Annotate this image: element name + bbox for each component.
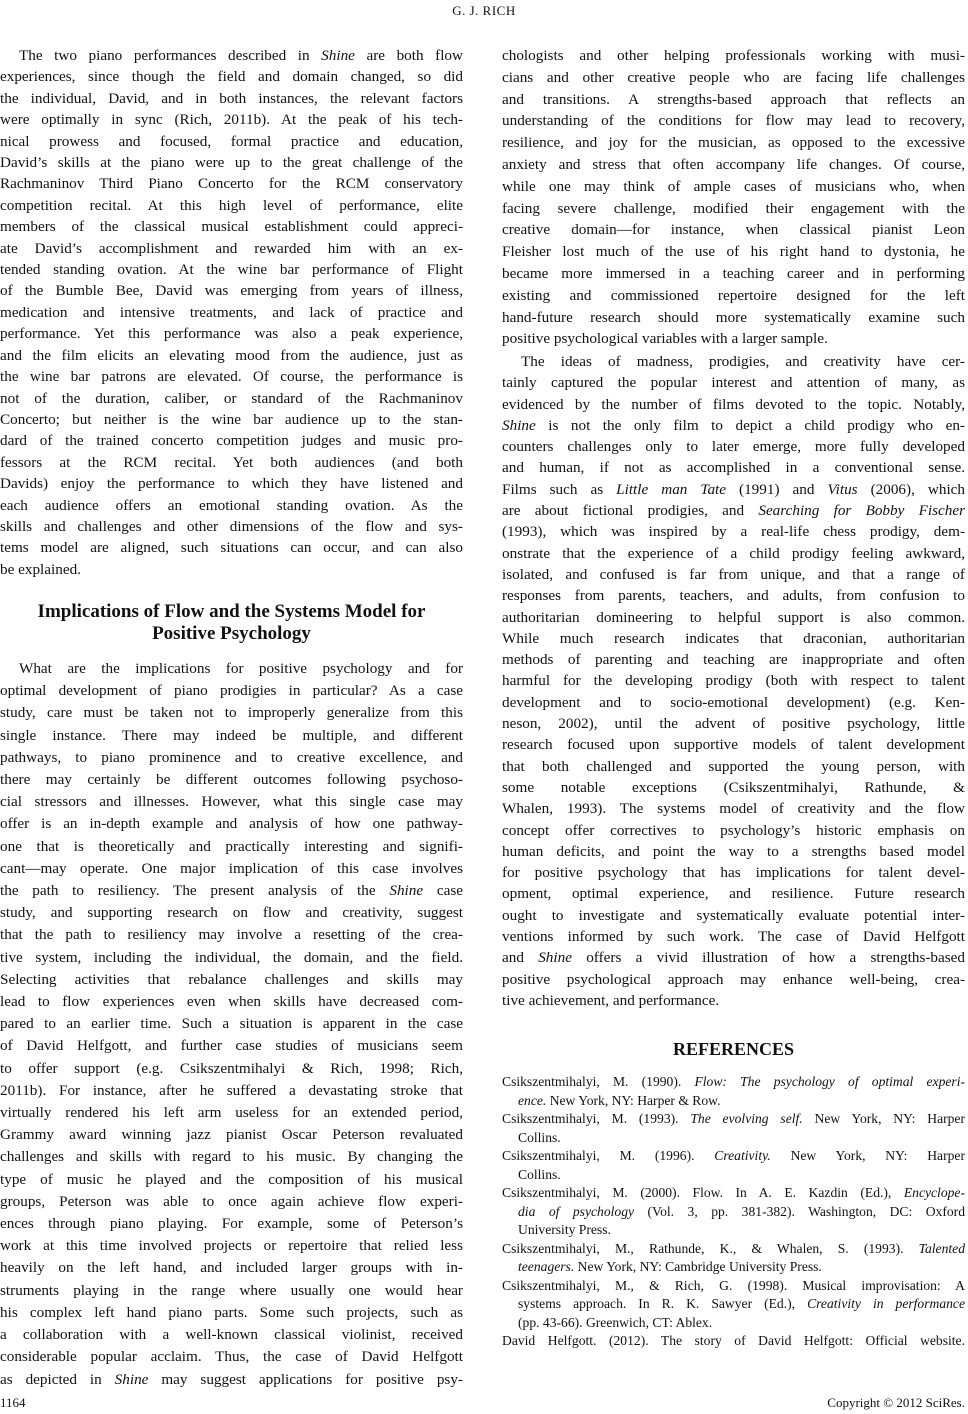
text-line: David’s skills at the piano were up to the great challenge of the	[0, 154, 463, 172]
text-line: Fleisher lost much of the use of his right hand to dystonia, he	[502, 243, 965, 261]
text-line: Concerto; but neither is the wine bar audience up to the stan-	[0, 410, 463, 428]
text-line: tive system, including the individual, the domain, and the field.	[0, 948, 463, 966]
text-line: creative domain—for instance, when classical pianist Leon	[502, 221, 965, 239]
text-line: methods of parenting and teaching are inappropriate and often	[502, 651, 965, 669]
text-line: became more immersed in a teaching career and in performing	[502, 264, 965, 282]
text-line: dard of the trained concerto competition judges and music pro-	[0, 432, 463, 450]
text-line: offer is an in-depth example and analysis of how one pathway-	[0, 815, 463, 833]
text-line	[502, 1240, 965, 1259]
text-line: there may certainly be different outcomes following psychoso-	[0, 771, 463, 789]
text-line: that the path to resiliency may involve a resetting of the crea-	[0, 926, 463, 944]
text-line: isolated, and confused is far from unique, and that a range of	[502, 565, 965, 583]
text-line: responses from parents, teachers, and adults, from confusion to	[502, 587, 965, 605]
text-line: the individual, David, and in both instances, the relevant factors	[0, 89, 463, 107]
text-line: to offer support (e.g. Csikszentmihalyi & Rich, 1998; Rich,	[0, 1059, 463, 1077]
text-span: offers a vivid illustration of how a strengths-based	[571, 949, 966, 967]
text-line	[502, 500, 965, 521]
text-line: considerable popular acclaim. Thus, the case of David Helfgott	[0, 1348, 463, 1366]
text-span: New York, NY: Cambridge University Press.	[574, 1259, 822, 1274]
text-line: type of music he played and the composition of his musical	[0, 1170, 463, 1188]
section-heading	[0, 601, 463, 645]
text-line: virtually rendered his left arm useless for an extended period,	[0, 1104, 463, 1122]
text-line: of the Bumble Bee, David was emerging from years of illness,	[0, 282, 463, 300]
text-line	[502, 1314, 965, 1333]
italic-title: Vitus	[827, 480, 858, 498]
text-span: David Helfgott. (2012). The story of David Helfgott: Official website.	[502, 1333, 965, 1348]
text-line: skills and challenges and other dimensions of the flow and sys-	[0, 517, 463, 535]
text-line: cians and other creative people who are facing life challenges	[502, 68, 965, 86]
text-line: Whalen, 1993). The systems model of creativity and the flow	[502, 800, 965, 818]
text-span: New York, NY: Harper	[802, 1111, 965, 1126]
italic-title: Talented	[918, 1240, 965, 1256]
text-line: ences through piano playing. For example, some of Peterson’s	[0, 1215, 463, 1233]
text-line	[502, 1147, 965, 1166]
text-line: lead to flow experiences even when skills have decreased com-	[0, 993, 463, 1011]
text-line: cial stressors and illnesses. However, what this single case may	[0, 793, 463, 811]
text-line: positive psychological variables with a larger sample.	[502, 330, 828, 348]
text-line: (1993), which was inspired by a real-life chess prodigy, dem-	[502, 523, 965, 541]
text-line: counters challenges only to later emerge, more fully developed	[502, 438, 965, 456]
text-line: chologists and other helping professionals working with musi-	[502, 47, 965, 64]
text-line: single instance. There may indeed be multiple, and different	[0, 726, 463, 744]
text-span: Csikszentmihalyi, M. (1990).	[502, 1074, 695, 1089]
text-line: for positive psychology that has implications for talent devel-	[502, 864, 965, 882]
text-line	[502, 415, 965, 436]
text-span: New York, NY: Harper & Row.	[546, 1092, 721, 1108]
paragraph	[502, 351, 965, 1011]
text-line: medication and intensive treatments, and lack of practice and	[0, 303, 463, 321]
text-line	[502, 1277, 965, 1296]
text-line: pathways, to piano prominence and to creative excellence, and	[0, 748, 463, 766]
paragraph	[0, 658, 463, 1391]
italic-title: Shine	[389, 882, 424, 900]
text-line: ought to investigate and systematically evaluate potential inter-	[502, 906, 965, 924]
text-line: tems model are aligned, such situations can occur, and can also	[0, 539, 463, 557]
text-line: development and to socio-emotional development) (e.g. Ken-	[502, 693, 965, 711]
text-line: work at this time involved projects or repertoire that relied less	[0, 1237, 463, 1255]
italic-title: Shine	[321, 47, 355, 64]
text-line: Grammy award winning jazz pianist Oscar Peterson revaluated	[0, 1126, 463, 1144]
text-line: each audience offers an emotional standing ovation. As the	[0, 496, 463, 514]
text-span: are about fictional prodigies, and	[502, 502, 759, 520]
text-line	[502, 1258, 965, 1277]
italic-title: Searching for Bobby Fischer	[758, 502, 965, 520]
italic-title: Encyclope-	[903, 1185, 965, 1200]
text-line	[502, 1073, 965, 1092]
text-line: groups, Peterson was able to once again achieve flow experi-	[0, 1192, 463, 1210]
text-line: struments playing in the range where usually one would hear	[0, 1281, 463, 1299]
text-line	[502, 1332, 965, 1351]
references-heading: REFERENCES	[672, 1039, 795, 1059]
text-line	[502, 1184, 965, 1203]
text-span: case	[423, 882, 463, 900]
text-line: evidenced by the number of films devoted to the topic. Notably,	[502, 395, 965, 413]
text-line: experiences, since though the field and domain changed, so did	[0, 68, 463, 86]
text-line: concept offer correctives to psychology’s historic emphasis on	[502, 821, 965, 839]
text-line: and transitions. A strengths-based approach that reflects an	[502, 90, 965, 108]
text-line: research focused upon supportive models of talent development	[502, 736, 965, 754]
italic-title: Little man Tate	[616, 480, 727, 498]
text-line: a collaboration with a well-known classical violinist, received	[0, 1326, 463, 1344]
text-line: ventions informed by such work. The case of David Helfgott	[502, 928, 965, 946]
text-span: Csikszentmihalyi, M. (2000). Flow. In A. E. Kazdin (Ed.),	[502, 1185, 904, 1200]
text-line: While much research indicates that draconian, authoritarian	[502, 629, 965, 647]
text-line: challenges and skills with regard to his music. By changing the	[0, 1148, 463, 1166]
text-span: may suggest applications for positive psy-	[148, 1370, 463, 1388]
text-line	[0, 1369, 463, 1391]
text-line: tended standing ovation. At the wine bar performance of Flight	[0, 261, 463, 279]
text-span: Csikszentmihalyi, M., & Rich, G. (1998). Musical improvisation: A	[502, 1277, 965, 1293]
text-span: is not the only film to depict a child prodigy who en-	[535, 416, 965, 434]
italic-title: Creativity.	[714, 1148, 771, 1163]
reference-entry	[502, 1332, 965, 1351]
italic-title: ence.	[518, 1092, 547, 1108]
text-line: of David Helfgott, and further case studies of musicians seem	[0, 1037, 463, 1055]
text-line: Davids) enjoy the performance to which they have listened and	[0, 475, 463, 493]
italic-title: Flow: The psychology of optimal experi-	[694, 1074, 965, 1089]
text-line	[0, 45, 463, 66]
text-span: Collins.	[518, 1129, 561, 1145]
text-line: opment, optimal experience, and resilience. Future research	[502, 885, 965, 903]
text-line: be explained.	[0, 560, 81, 578]
text-line: anxiety and stress that often accompany life changes. Of course,	[502, 155, 965, 173]
running-head: G. J. RICH	[452, 3, 516, 18]
text-line: Rachmaninov Third Piano Concerto for the RCM conservatory	[0, 175, 463, 193]
reference-list	[502, 1073, 965, 1351]
reference-entry	[502, 1110, 965, 1147]
reference-entry	[502, 1073, 965, 1110]
copyright: Copyright © 2012 SciRes.	[827, 1395, 965, 1410]
text-line: harmful for the developing prodigy (both with respect to talent	[502, 672, 965, 690]
text-line: fessors at the RCM recital. Yet both audiences (and both	[0, 453, 463, 471]
text-line: the wine bar patrons are elevated. Of course, the performance is	[0, 368, 463, 386]
text-line: members of the classical musical establishment could appreci-	[0, 218, 463, 236]
text-line: one that is theoretically and practically interesting and signifi-	[0, 837, 463, 855]
text-span: Csikszentmihalyi, M. (1993).	[502, 1111, 691, 1126]
text-span: the path to resiliency. The present analysis of the	[0, 882, 390, 900]
text-line: hand-future research should more systematically examine such	[502, 308, 965, 326]
text-line: heavily on the left hand, and included larger groups with in-	[0, 1259, 463, 1277]
text-span: (Vol. 3, pp. 381-382). Washington, DC: Oxford	[634, 1203, 965, 1219]
text-span: (pp. 43-66). Greenwich, CT: Ablex.	[518, 1314, 713, 1330]
italic-title: Shine	[114, 1370, 149, 1388]
text-line	[502, 1166, 965, 1185]
text-line	[502, 1110, 965, 1129]
text-line: What are the implications for positive psychology and for	[19, 660, 463, 677]
reference-entry	[502, 1277, 965, 1333]
text-line: some notable exceptions (Csikszentmihalyi, Rathunde, &	[502, 778, 965, 796]
italic-title: The evolving self.	[690, 1111, 803, 1126]
heading-line: Implications of Flow and the Systems Model for	[37, 601, 426, 622]
italic-title: dia of psychology	[518, 1203, 635, 1219]
text-line	[502, 1221, 965, 1240]
text-line: his complex left hand piano parts. Some such projects, such as	[0, 1303, 463, 1321]
text-span: Films such as	[502, 480, 617, 498]
text-line	[502, 947, 965, 968]
text-line: resilience, and joy for the musician, as opposed to the excessive	[502, 134, 965, 152]
text-line: tainly captured the popular interest and attention of many, as	[502, 374, 965, 392]
text-line: Selecting activities that rebalance challenges and skills may	[0, 970, 463, 988]
text-line	[0, 880, 463, 902]
text-span: New York, NY: Harper	[770, 1148, 965, 1163]
text-line: authoritarian domineering to helpful support is also common.	[502, 608, 965, 626]
italic-title: Creativity in performance	[807, 1296, 965, 1311]
page-number: 1164	[0, 1395, 26, 1410]
text-line: pared to an earlier time. Such a situation is apparent in the case	[0, 1015, 463, 1033]
text-span: (2006), which	[857, 480, 966, 498]
text-line: competition recital. At this high level of performance, elite	[0, 196, 463, 214]
text-span: are both flow	[354, 47, 463, 64]
text-line: study, and supporting research on flow and creativity, suggest	[0, 904, 463, 922]
text-span: The two piano performances described in	[19, 47, 322, 64]
text-line: neson, 2002), until the advent of positive psychology, little	[502, 715, 965, 733]
text-line: understanding of the conditions for flow may lead to recovery,	[502, 112, 965, 130]
text-line	[502, 479, 965, 500]
text-line: and human, if not as accomplished in a conventional sense.	[502, 459, 965, 477]
text-line: that both challenged and supported the young person, with	[502, 757, 965, 775]
text-span: Csikszentmihalyi, M. (1996).	[502, 1148, 715, 1163]
paragraph	[502, 45, 965, 350]
text-line	[502, 1203, 965, 1222]
text-line: not of the duration, caliber, or standard of the Rachmaninov	[0, 389, 463, 407]
text-line: were optimally in sync (Rich, 2011b). At the peak of his tech-	[0, 111, 463, 129]
text-span: systems approach. In R. K. Sawyer (Ed.),	[518, 1296, 808, 1311]
text-line	[502, 1092, 965, 1111]
text-line: nical prowess and focused, formal practice and education,	[0, 132, 463, 150]
text-line	[502, 1129, 965, 1148]
text-line: and the film elicits an elevating mood from the audience, just as	[0, 346, 463, 364]
text-line: facing severe challenge, modified their engagement with the	[502, 199, 965, 217]
text-span: Collins.	[518, 1166, 561, 1182]
text-line: performance. Yet this performance was also a peak experience,	[0, 325, 463, 343]
text-span: University Press.	[518, 1222, 611, 1237]
reference-entry	[502, 1240, 965, 1277]
italic-title: teenagers.	[518, 1259, 575, 1274]
text-line: 2011b). For instance, after he suffered a devastating stroke that	[0, 1081, 463, 1099]
text-line: positive psychological approach may enhance well-being, crea-	[502, 970, 965, 988]
text-line: human deficits, and point the way to a strengths based model	[502, 842, 965, 860]
text-span: Csikszentmihalyi, M., Rathunde, K., & Whalen, S. (1993).	[502, 1240, 919, 1256]
text-line: cant—may operate. One major implication of this case involves	[0, 859, 463, 877]
italic-title: Shine	[538, 949, 572, 967]
text-line	[502, 1295, 965, 1314]
text-line: The ideas of madness, prodigies, and creativity have cer-	[521, 353, 965, 370]
text-line: optimal development of piano prodigies in particular? As a case	[0, 682, 463, 700]
reference-entry	[502, 1184, 965, 1240]
text-line: while one may think of ample cases of musicians who, when	[502, 177, 965, 195]
paragraph	[0, 45, 463, 580]
text-line: onstrate that the experience of a child prodigy feeling awkward,	[502, 544, 965, 562]
text-span: as depicted in	[0, 1370, 115, 1388]
text-line: ate David’s accomplishment and rewarded him with an ex-	[0, 239, 463, 257]
text-line: tive achievement, and performance.	[502, 991, 720, 1009]
heading-line: Positive Psychology	[152, 623, 311, 644]
text-line: study, care must be taken not to improperly generalize from this	[0, 704, 463, 722]
italic-title: Shine	[502, 416, 536, 434]
text-span: (1991) and	[726, 480, 828, 498]
text-span: and	[502, 949, 539, 967]
reference-entry	[502, 1147, 965, 1184]
text-line: existing and commissioned repertoire designed for the left	[502, 286, 965, 304]
